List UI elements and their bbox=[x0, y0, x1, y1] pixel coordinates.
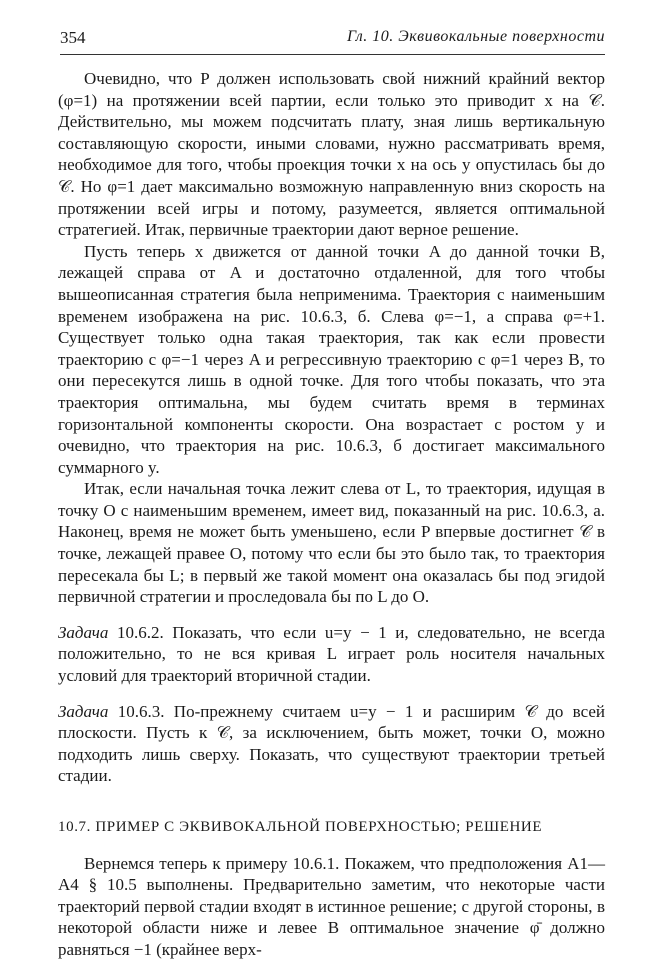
task-label: Задача bbox=[58, 622, 109, 642]
spacer bbox=[58, 687, 605, 701]
spacer bbox=[58, 787, 605, 817]
task-label: Задача bbox=[58, 701, 109, 721]
paragraph-3: Итак, если начальная точка лежит слева от L, то траектория, идущая в точку O с наименьшим временем, имеет вид, показанный на рис. 10.6.3, а. Наконец, время не может быть уменьшено, если P впервые достигнет 𝒞 в точке, лежащей правее O, потому что если бы это было так, то траектория пересекала бы L; в первый же такой момент она оказалась бы под эгидой первичной стратегии и проследовала бы по L до O. bbox=[58, 479, 605, 607]
section-heading: 10.7. ПРИМЕР С ЭКВИВОКАЛЬНОЙ ПОВЕРХНОСТЬЮ; РЕШЕНИЕ bbox=[58, 819, 543, 835]
task-10-6-2 bbox=[58, 622, 605, 687]
paragraph-1: Очевидно, что P должен использовать свой нижний крайний вектор (φ=1) на протяжении всей партии, если только это приводит x на 𝒞. Действительно, мы можем подсчитать плату, зная лишь вертикальную составляющую скорости, иными словами, нужно рассматривать время, необходимое для того, чтобы проекция точки x на ось y опустилась бы до 𝒞. Но φ=1 дает максимально возможную направленную вниз скорость на протяжении всей игры и потому, разумеется, является оптимальной стратегией. Итак, первичные траектории дают верное решение. bbox=[58, 69, 605, 240]
page-body bbox=[58, 68, 605, 961]
header-rule bbox=[60, 54, 605, 55]
task-10-6-3 bbox=[58, 701, 605, 787]
task-text: 10.6.2. Показать, что если u=y − 1 и, следовательно, не всегда положительно, то не вся кривая L играет роль носителя начальных условий для траекторий вторичной стадии. bbox=[58, 622, 606, 686]
page-number: 354 bbox=[60, 28, 86, 47]
task-text: 10.6.3. По-прежнему считаем u=y − 1 и расширим 𝒞 до всей плоскости. Пусть к 𝒞, за исключением, быть может, точки O, можно подходить лишь сверху. Показать, что существуют траектории третьей стадии. bbox=[58, 701, 606, 786]
page-header bbox=[60, 28, 605, 52]
spacer bbox=[58, 839, 605, 853]
spacer bbox=[58, 608, 605, 622]
paragraph-4: Вернемся теперь к примеру 10.6.1. Покажем, что предположения A1—A4 § 10.5 выполнены. Предварительно заметим, что некоторые части траекторий первой стадии входят в истинное решение; с другой стороны, в некоторой области ниже и левее B оптимальное значение φ̄ должно равняться −1 (крайнее верх- bbox=[58, 853, 605, 959]
running-title: Гл. 10. Эквивокальные поверхности bbox=[346, 28, 605, 45]
paragraph-2: Пусть теперь x движется от данной точки A до данной точки B, лежащей справа от A и достаточно отдаленной, для того чтобы вышеописанная стратегия была неприменима. Траектория с наименьшим временем изображена на рис. 10.6.3, б. Слева φ=−1, а справа φ=+1. Существует только одна такая траектория, так как если провести траекторию с φ=−1 через A и регрессивную траекторию с φ=1 через B, то они пересекутся лишь в одной точке. Для того чтобы показать, что эта траектория оптимальна, мы будем считать время в терминах горизонтальной компоненты скорости. Она возрастает с ростом y и очевидно, что траектория на рис. 10.6.3, б достигает максимального суммарного y. bbox=[58, 241, 605, 477]
